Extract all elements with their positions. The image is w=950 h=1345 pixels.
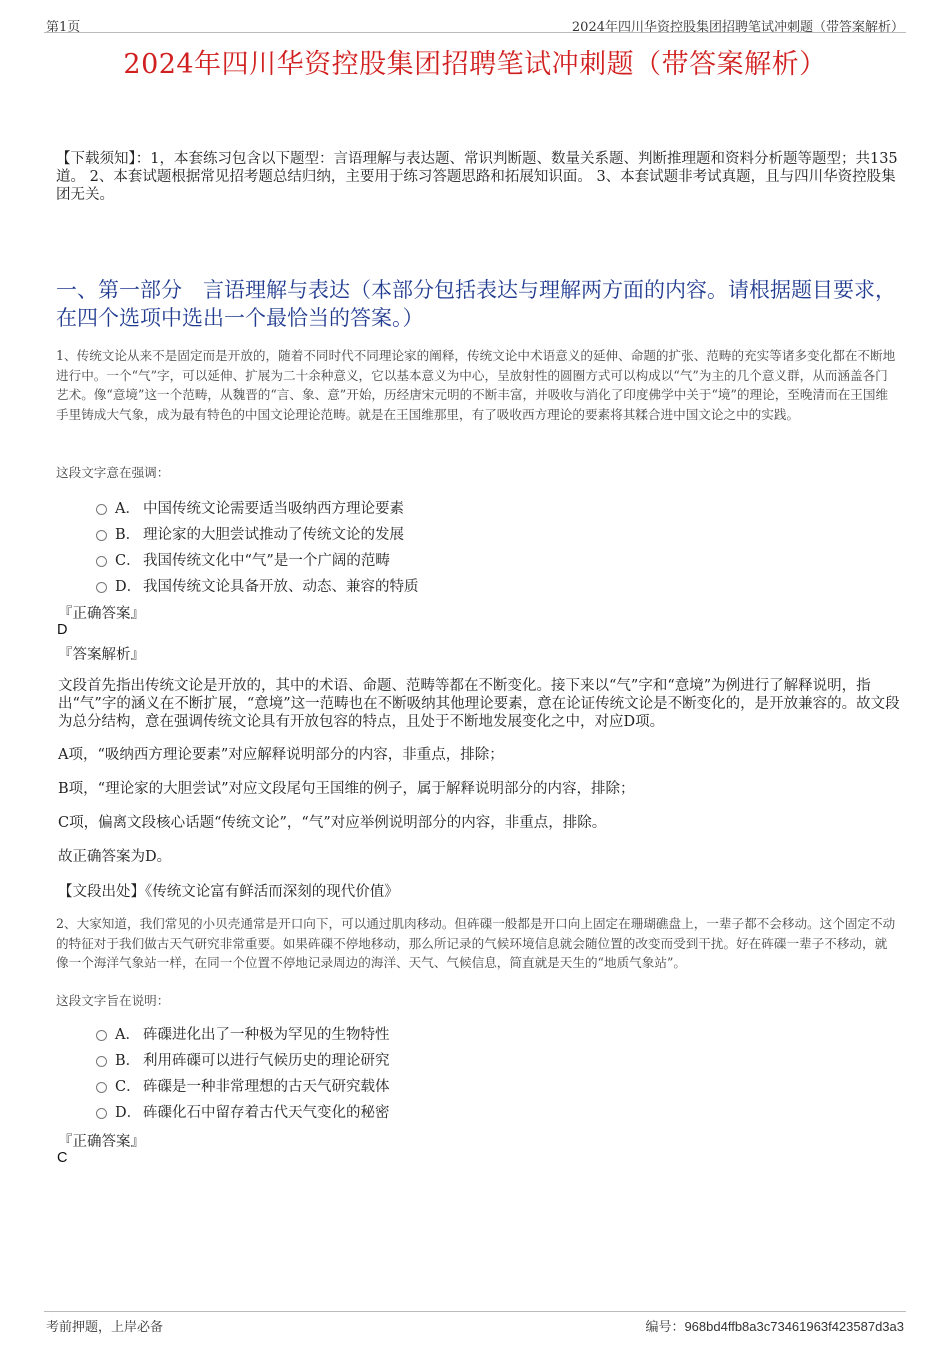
analysis-conclusion: 故正确答案为D。 xyxy=(58,849,172,865)
option-c[interactable]: C． 砗磲是一种非常理想的古天气研究载体 xyxy=(96,1072,390,1098)
page-footer xyxy=(44,1311,906,1335)
option-a[interactable]: A． 中国传统文论需要适当吸纳西方理论要素 xyxy=(96,494,419,520)
analysis-option-a: A项，“吸纳西方理论要素”对应解释说明部分的内容，非重点，排除； xyxy=(58,747,504,763)
radio-icon[interactable] xyxy=(96,582,107,593)
analysis-label: 『答案解析』 xyxy=(58,647,145,663)
text-source: 【文段出处】《传统文论富有鲜活而深刻的现代价值》 xyxy=(58,884,399,900)
option-d[interactable]: D． 砗磲化石中留存着古代天气变化的秘密 xyxy=(96,1098,390,1124)
page-header xyxy=(44,14,906,33)
correct-answer: D xyxy=(57,622,68,638)
page-title: 2024年四川华资控股集团招聘笔试冲刺题（带答案解析） xyxy=(123,49,827,80)
analysis-option-c: C项，偏离文段核心话题“传统文论”，“气”对应举例说明部分的内容，非重点，排除。 xyxy=(58,815,607,831)
header-doc-title: 2024年四川华资控股集团招聘笔试冲刺题（带答案解析） xyxy=(571,20,904,35)
option-c[interactable]: C． 我国传统文化中“气”是一个广阔的范畴 xyxy=(96,546,419,572)
option-b[interactable]: B． 理论家的大胆尝试推动了传统文论的发展 xyxy=(96,520,419,546)
radio-icon[interactable] xyxy=(96,1056,107,1067)
answer-label: 『正确答案』 xyxy=(58,1134,145,1150)
question-2-options xyxy=(96,1020,390,1124)
footer-slogan: 考前押题，上岸必备 xyxy=(46,1320,164,1335)
question-2-stem: 2、大家知道，我们常见的小贝壳通常是开口向下，可以通过肌肉移动。但砗磲一般都是开口向上固定在珊瑚礁盘上，一辈子都不会移动。这个固定不动的特征对于我们做古天气研究非常重要。如果砗磲不停地移动，那么所记录的气候环境信息就会随位置的改变而受到干扰。好在砗磲一辈子不移动，就像一个海洋气象站一样，在同一个位置不停地记录周边的海洋、天气、气候信息，简直就是天生的“地质气象站”。 xyxy=(56,916,896,971)
page-number: 第1页 xyxy=(46,20,81,35)
option-b[interactable]: B． 利用砗磲可以进行气候历史的理论研究 xyxy=(96,1046,390,1072)
radio-icon[interactable] xyxy=(96,504,107,515)
question-1-prompt: 这段文字意在强调： xyxy=(56,465,170,480)
section-title: 一、第一部分 言语理解与表达（本部分包括表达与理解两方面的内容。请根据题目要求，在四个选项中选出一个最恰当的答案。） xyxy=(56,278,896,330)
option-d[interactable]: D． 我国传统文论具备开放、动态、兼容的特质 xyxy=(96,572,419,598)
question-2-prompt: 这段文字旨在说明： xyxy=(56,993,170,1008)
question-1-options xyxy=(96,494,419,598)
radio-icon[interactable] xyxy=(96,1108,107,1119)
radio-icon[interactable] xyxy=(96,1030,107,1041)
correct-answer: C xyxy=(57,1150,68,1166)
answer-label: 『正确答案』 xyxy=(58,606,145,622)
option-a[interactable]: A． 砗磲进化出了一种极为罕见的生物特性 xyxy=(96,1020,390,1046)
analysis-paragraph: 文段首先指出传统文论是开放的，其中的术语、命题、范畴等都在不断变化。接下来以“气”字和“意境”为例进行了解释说明，指出“气”字的涵义在不断扩展，“意境”这一范畴也在不断吸纳其他理论要素，意在论证传统文论是不断变化的，是开放兼容的。故文段为总分结构，意在强调传统文论具有开放包容的特点，且处于不断地发展变化之中，对应D项。 xyxy=(58,678,900,730)
radio-icon[interactable] xyxy=(96,556,107,567)
download-notice: 【下载须知】：1，本套练习包含以下题型：言语理解与表达题、常识判断题、数量关系题、判断推理题和资料分析题等题型；共135道。 2、本套试题根据常见招考题总结归纳，主要用于练习答题思路和拓展知识面。 3、本套试题非考试真题，且与四川华资控股集团无关。 xyxy=(56,151,898,203)
question-1-stem: 1、传统文论从来不是固定而是开放的，随着不同时代不同理论家的阐释，传统文论中术语意义的延伸、命题的扩张、范畴的充实等诸多变化都在不断地进行中。一个“气”字，可以延伸、扩展为二十余种意义，它以基本意义为中心，呈放射性的圆圈方式可以构成以“气”为主的几个意义群，从而涵盖各门艺术。像“意境”这一个范畴，从魏晋的“言、象、意”开始，历经唐宋元明的不断丰富，并吸收与消化了印度佛学中关于“境”的理论，至晚清而在王国维手里铸成大气象，成为最有特色的中国文论理论范畴。就是在王国维那里，有了吸收西方理论的要素将其糅合进中国文论之中的实践。 xyxy=(56,348,896,422)
radio-icon[interactable] xyxy=(96,530,107,541)
document-code: 编号：968bd4ffb8a3c73461963f423587d3a3 xyxy=(645,1319,904,1335)
analysis-option-b: B项，“理论家的大胆尝试”对应文段尾句王国维的例子，属于解释说明部分的内容，排除； xyxy=(58,781,635,797)
radio-icon[interactable] xyxy=(96,1082,107,1093)
